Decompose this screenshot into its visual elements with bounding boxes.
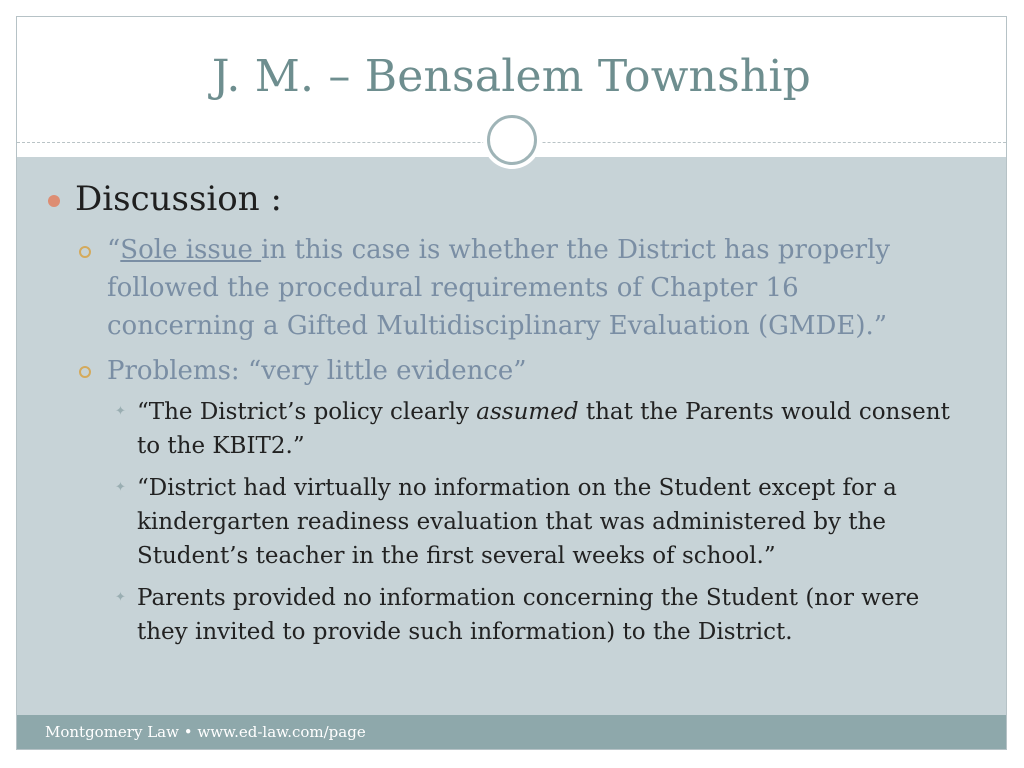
sub-bullet-problems: Problems: “very little evidence” — [107, 356, 527, 386]
star-bullet-icon: ✦ — [115, 404, 126, 419]
problem-item-information: “District had virtually no information on the Student except for a kindergarten readiness evaluation that was administered by the Student’s teacher in the first several weeks of school.” — [137, 475, 897, 569]
footer-bar — [17, 715, 1006, 749]
ornament-ring — [487, 115, 537, 165]
policy-post: that the Parents would consent to the KBIT2.” — [137, 399, 950, 459]
policy-pre: “The District’s policy clearly — [137, 399, 477, 425]
problem-item-policy — [137, 395, 967, 463]
sole-issue-link[interactable]: Sole issue — [120, 235, 262, 265]
star-bullet-icon: ✦ — [115, 480, 126, 495]
slide-title: J. M. – Bensalem Township — [211, 51, 812, 102]
filled-circle-icon — [48, 195, 60, 207]
star-bullet-icon: ✦ — [115, 590, 126, 605]
bullet-discussion: Discussion : — [75, 179, 282, 219]
footer-text: Montgomery Law • www.ed-law.com/page — [45, 723, 366, 741]
ring-circle-icon — [79, 366, 91, 378]
policy-emphasis: assumed — [476, 399, 579, 425]
problem-item-parents: Parents provided no information concerning the Student (nor were they invited to provide such information) to the District. — [137, 585, 920, 645]
ornament-icon — [483, 111, 541, 169]
ring-circle-icon — [79, 246, 91, 258]
sole-issue-rest: in this case is whether the District has properly followed the procedural requirements of Chapter 16 concerning a Gifted Multidisciplinary Evaluation (GMDE).” — [107, 235, 891, 341]
sub-bullet-sole-issue — [107, 231, 937, 345]
slide — [16, 16, 1007, 750]
open-quote: “ — [107, 235, 121, 265]
